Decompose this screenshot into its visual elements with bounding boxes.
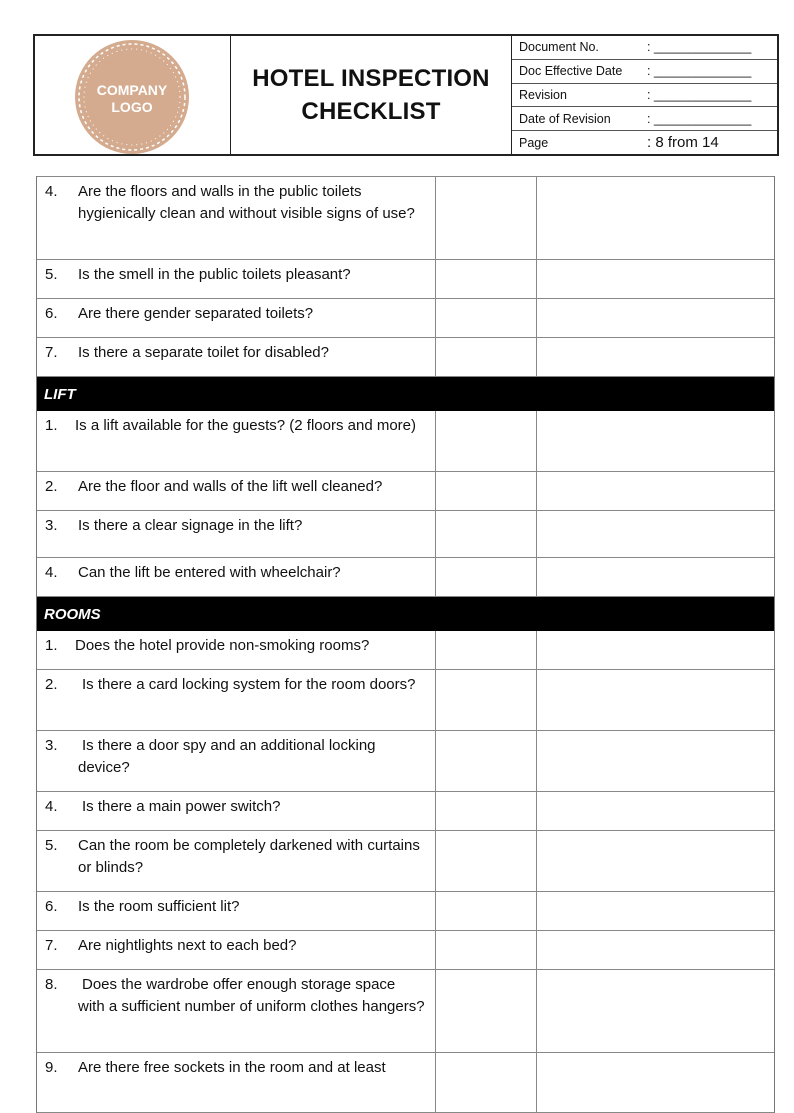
section-header-lift: LIFT: [37, 377, 774, 411]
meta-row-page: [512, 131, 777, 154]
remarks-cell[interactable]: [537, 260, 774, 298]
remarks-cell[interactable]: [537, 631, 774, 669]
table-row: [37, 892, 774, 931]
question-cell: [37, 299, 436, 337]
meta-row-effective-date: [512, 60, 777, 84]
remarks-cell[interactable]: [537, 792, 774, 830]
question-text: Is the room sufficient lit?: [78, 898, 240, 915]
table-row: [37, 299, 774, 338]
question-number: 2.: [45, 478, 58, 495]
question-number: 5.: [45, 266, 58, 283]
meta-label: Date of Revision: [519, 111, 611, 126]
meta-row-revision-date: [512, 107, 777, 131]
answer-cell[interactable]: [436, 472, 537, 510]
question-cell: [37, 831, 436, 891]
logo-text-line2: LOGO: [111, 99, 153, 115]
answer-cell[interactable]: [436, 731, 537, 791]
question-cell: [37, 970, 436, 1052]
remarks-cell[interactable]: [537, 931, 774, 969]
meta-value: : ______________: [647, 64, 752, 79]
meta-value: : ______________: [647, 40, 752, 55]
answer-cell[interactable]: [436, 511, 537, 557]
remarks-cell[interactable]: [537, 1053, 774, 1112]
question-number: 3.: [45, 737, 58, 754]
meta-label: Revision: [519, 87, 567, 102]
table-row: [37, 176, 774, 260]
question-text: Can the lift be entered with wheelchair?: [78, 564, 341, 581]
question-cell: [37, 792, 436, 830]
question-text: Are nightlights next to each bed?: [78, 937, 297, 954]
question-number: 1.: [45, 637, 58, 654]
question-number: 5.: [45, 837, 58, 854]
table-row: [37, 792, 774, 831]
question-text: Is there a main power switch?: [82, 798, 281, 815]
question-text: Can the room be completely darkened with curtains or blinds?: [78, 837, 420, 876]
question-cell: [37, 177, 436, 259]
question-text: Is there a separate toilet for disabled?: [78, 344, 329, 361]
question-text: Is there a door spy and an additional locking device?: [78, 737, 376, 776]
question-number: 7.: [45, 937, 58, 954]
question-number: 2.: [45, 676, 58, 693]
answer-cell[interactable]: [436, 931, 537, 969]
answer-cell[interactable]: [436, 892, 537, 930]
meta-label: Page: [519, 135, 549, 150]
doc-title-line2: CHECKLIST: [301, 98, 441, 125]
table-row: [37, 411, 774, 472]
question-text: Does the hotel provide non-smoking rooms?: [75, 637, 370, 654]
answer-cell[interactable]: [436, 338, 537, 376]
answer-cell[interactable]: [436, 792, 537, 830]
question-text: Is there a clear signage in the lift?: [78, 517, 303, 534]
question-text: Is a lift available for the guests? (2 floors and more): [75, 417, 417, 434]
question-number: 4.: [45, 183, 58, 200]
question-cell: [37, 260, 436, 298]
table-row: [37, 731, 774, 792]
question-cell: [37, 670, 436, 730]
table-row: [37, 631, 774, 670]
checklist-table: [36, 176, 775, 1113]
meta-cell: [512, 36, 777, 154]
table-row: [37, 338, 774, 377]
meta-label: Doc Effective Date: [519, 64, 623, 79]
table-row: [37, 970, 774, 1053]
answer-cell[interactable]: [436, 631, 537, 669]
meta-row-doc-no: [512, 36, 777, 60]
meta-value: : ______________: [647, 87, 752, 102]
remarks-cell[interactable]: [537, 472, 774, 510]
question-cell: [37, 511, 436, 557]
question-number: 6.: [45, 305, 58, 322]
question-number: 7.: [45, 344, 58, 361]
table-row: [37, 558, 774, 597]
logo-cell: [35, 36, 231, 154]
section-header-rooms: ROOMS: [37, 597, 774, 631]
answer-cell[interactable]: [436, 411, 537, 471]
question-text: Are there gender separated toilets?: [78, 305, 314, 322]
question-cell: [37, 931, 436, 969]
question-number: 4.: [45, 564, 58, 581]
question-text: Are the floor and walls of the lift well cleaned?: [78, 478, 383, 495]
question-number: 3.: [45, 517, 58, 534]
table-row: [37, 931, 774, 970]
question-text: Does the wardrobe offer enough storage space with a sufficient number of uniform clothes hangers?: [78, 976, 425, 1015]
question-text: Are the floors and walls in the public toilets hygienically clean and without visible signs of use?: [78, 183, 415, 222]
question-cell: [37, 472, 436, 510]
question-cell: [37, 411, 436, 471]
remarks-cell[interactable]: [537, 511, 774, 557]
remarks-cell[interactable]: [537, 970, 774, 1052]
remarks-cell[interactable]: [537, 670, 774, 730]
question-cell: [37, 558, 436, 596]
question-number: 9.: [45, 1059, 58, 1076]
answer-cell[interactable]: [436, 558, 537, 596]
table-row: [37, 472, 774, 511]
logo-text-line1: COMPANY: [96, 82, 168, 98]
answer-cell[interactable]: [436, 831, 537, 891]
question-number: 8.: [45, 976, 58, 993]
answer-cell[interactable]: [436, 670, 537, 730]
company-logo: [68, 38, 196, 156]
doc-title-line1: HOTEL INSPECTION: [252, 65, 490, 92]
answer-cell[interactable]: [436, 1053, 537, 1112]
question-number: 6.: [45, 898, 58, 915]
question-cell: [37, 731, 436, 791]
question-cell: [37, 338, 436, 376]
meta-value: : ______________: [647, 111, 752, 126]
question-number: 4.: [45, 798, 58, 815]
title-cell: [231, 36, 512, 154]
answer-cell[interactable]: [436, 260, 537, 298]
answer-cell[interactable]: [436, 177, 537, 259]
remarks-cell[interactable]: [537, 892, 774, 930]
meta-row-revision: [512, 84, 777, 108]
question-cell: [37, 892, 436, 930]
remarks-cell[interactable]: [537, 731, 774, 791]
remarks-cell[interactable]: [537, 338, 774, 376]
remarks-cell[interactable]: [537, 558, 774, 596]
question-number: 1.: [45, 417, 58, 434]
question-text: Are there free sockets in the room and at least: [78, 1059, 386, 1076]
meta-label: Document No.: [519, 40, 599, 55]
table-row: [37, 670, 774, 731]
answer-cell[interactable]: [436, 970, 537, 1052]
table-row: [37, 1053, 774, 1113]
question-cell: [37, 631, 436, 669]
question-text: Is the smell in the public toilets pleasant?: [78, 266, 351, 283]
document-header: [33, 34, 779, 156]
meta-value-page: : 8 from 14: [647, 134, 719, 152]
remarks-cell[interactable]: [537, 177, 774, 259]
remarks-cell[interactable]: [537, 831, 774, 891]
question-text: Is there a card locking system for the room doors?: [82, 676, 416, 693]
remarks-cell[interactable]: [537, 411, 774, 471]
table-row: [37, 260, 774, 299]
answer-cell[interactable]: [436, 299, 537, 337]
question-cell: [37, 1053, 436, 1112]
remarks-cell[interactable]: [537, 299, 774, 337]
table-row: [37, 511, 774, 558]
table-row: [37, 831, 774, 892]
